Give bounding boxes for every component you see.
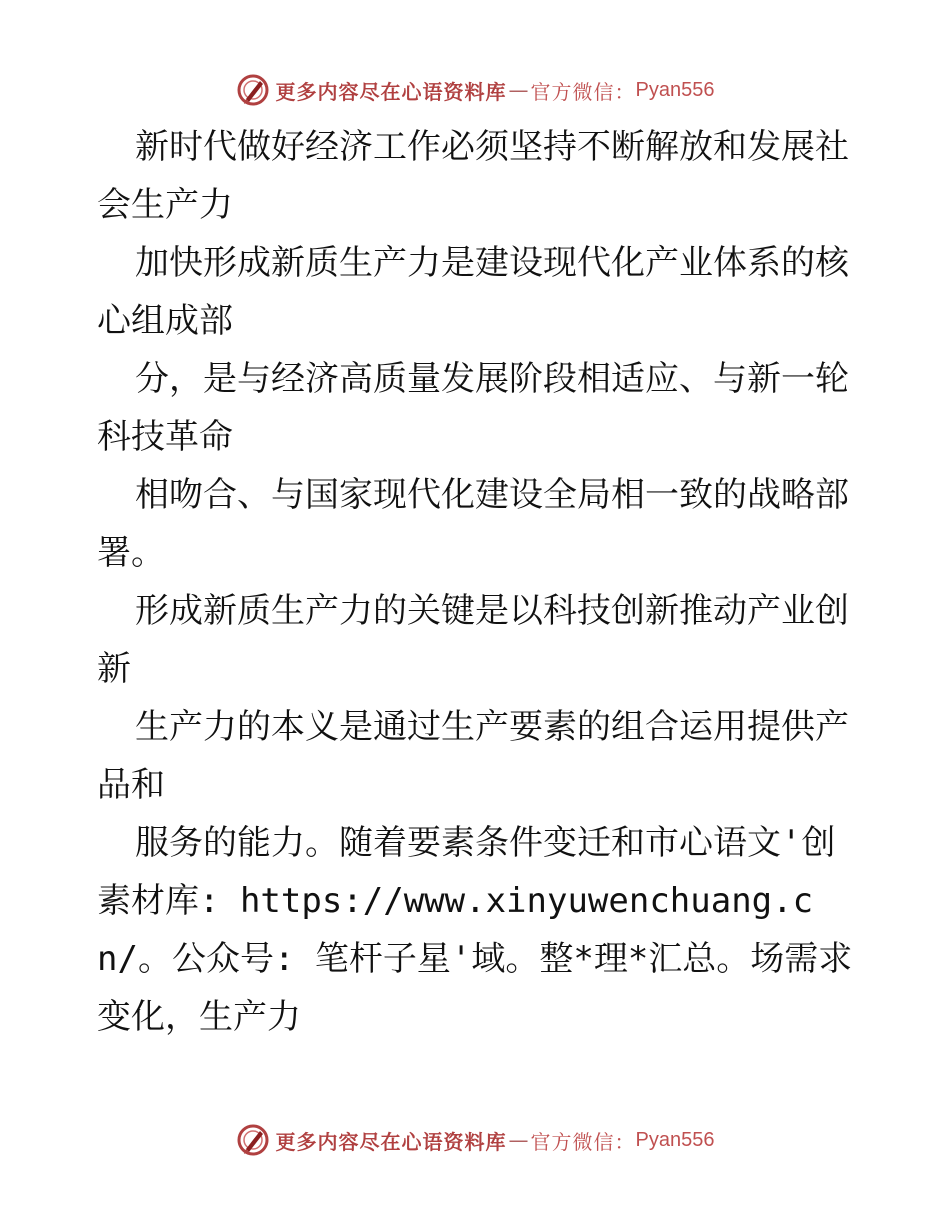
header-banner [0,70,950,110]
paragraph-1: 新时代做好经济工作必须坚持不断解放和发展社会生产力 [97,127,849,225]
footer-wechat-label: 官方微信： [530,1129,636,1154]
paragraph-2: 加快形成新质生产力是建设现代化产业体系的核心组成部 [97,243,849,341]
paragraph-3: 分，是与经济高质量发展阶段相适应、与新一轮科技革命 [97,359,849,457]
footer-wechat-id: Pyan556 [635,1128,715,1151]
footer-banner-text: 更多内容尽在心语资料库 [275,1129,507,1154]
paragraph-6: 生产力的本义是通过生产要素的组合运用提供产品和 [97,707,849,805]
paragraph-7: 服务的能力。随着要素条件变迁和市心语文'创素材库: https://www.xinyuwenchuang.cn/。公众号: 笔杆子星'域。整*理*汇总。场需求变化，生产力 [97,823,853,1037]
document-body [97,118,857,1046]
header-wechat-id: Pyan556 [635,78,715,101]
header-banner-separator: — [508,78,529,102]
footer-banner [0,1120,950,1160]
header-banner-text: 更多内容尽在心语资料库 [275,79,507,104]
header-wechat-label: 官方微信： [530,79,636,104]
pen-logo-icon [236,1123,270,1157]
paragraph-5: 形成新质生产力的关键是以科技创新推动产业创新 [97,591,849,689]
footer-banner-separator: — [508,1128,529,1152]
paragraph-4: 相吻合、与国家现代化建设全局相一致的战略部署。 [97,475,849,573]
pen-logo-icon [236,73,270,107]
